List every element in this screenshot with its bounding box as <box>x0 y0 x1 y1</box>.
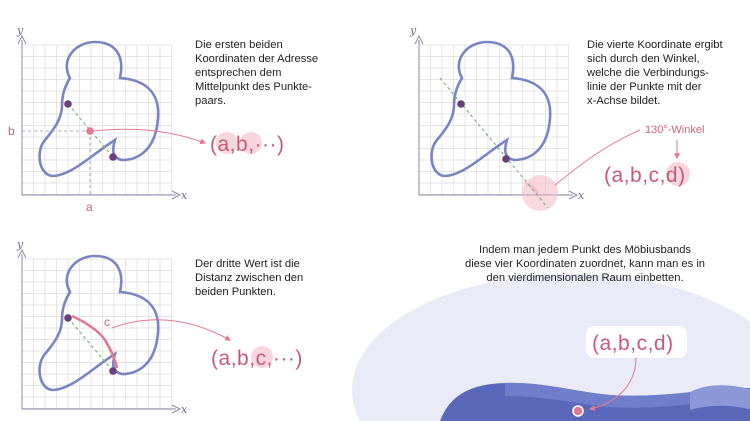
angle-highlight <box>522 175 558 211</box>
x-axis-label: x <box>181 189 188 202</box>
grid-panel-2 <box>419 45 569 195</box>
point-1-3 <box>64 314 72 322</box>
closed-curve-2 <box>432 42 551 176</box>
point-1-2 <box>457 100 465 108</box>
label-b: b <box>8 124 15 138</box>
arrow-to-tuple <box>93 129 205 143</box>
band-point <box>573 406 583 416</box>
tuple-abcd-top: (a,b,c,d) <box>604 164 686 187</box>
arrow-to-tuple-3 <box>112 320 230 340</box>
closed-curve <box>40 42 159 176</box>
panel-embedding <box>352 274 750 421</box>
midpoint <box>86 127 94 135</box>
angle-label: 130°-Winkel <box>645 124 705 136</box>
label-a: a <box>86 200 93 214</box>
y-axis-label-2: y <box>410 24 417 37</box>
label-c: c <box>104 315 110 329</box>
x-axis-label-3: x <box>181 403 188 416</box>
tuple-ab: (a,b,···) <box>210 133 285 156</box>
caption-embedding: Indem man jedem Punkt des Möbiusbands diese vier Koordinaten zuordnet, kann man es in den vierdimensionalen Raum einbetten. <box>464 244 706 284</box>
tuple-abc: (a,b,c,···) <box>211 347 303 370</box>
closed-curve-3 <box>40 256 159 390</box>
x-axis-label-2: x <box>578 189 585 202</box>
axes-panel-1 <box>16 24 188 202</box>
point-2-2 <box>502 155 510 163</box>
caption-distance: Der dritte Wert ist die Distanz zwischen den beiden Punkten. <box>195 258 304 298</box>
distance-curve <box>72 316 117 368</box>
tuple-abcd-bottom: (a,b,c,d) <box>592 332 674 355</box>
y-axis-label: y <box>17 24 24 37</box>
point-1 <box>64 100 72 108</box>
caption-midpoint: Die ersten beiden Koordinaten der Adresse entsprechen dem Mittelpunkt des Punkte- paars. <box>195 39 319 107</box>
point-2 <box>109 153 117 161</box>
y-axis-label-3: y <box>17 238 24 251</box>
caption-angle: Die vierte Koordinate ergibt sich durch den Winkel, welche die Verbindungs- linie der Punkte mit der x-Achse bildet. <box>587 39 723 107</box>
point-2-3 <box>109 367 117 375</box>
